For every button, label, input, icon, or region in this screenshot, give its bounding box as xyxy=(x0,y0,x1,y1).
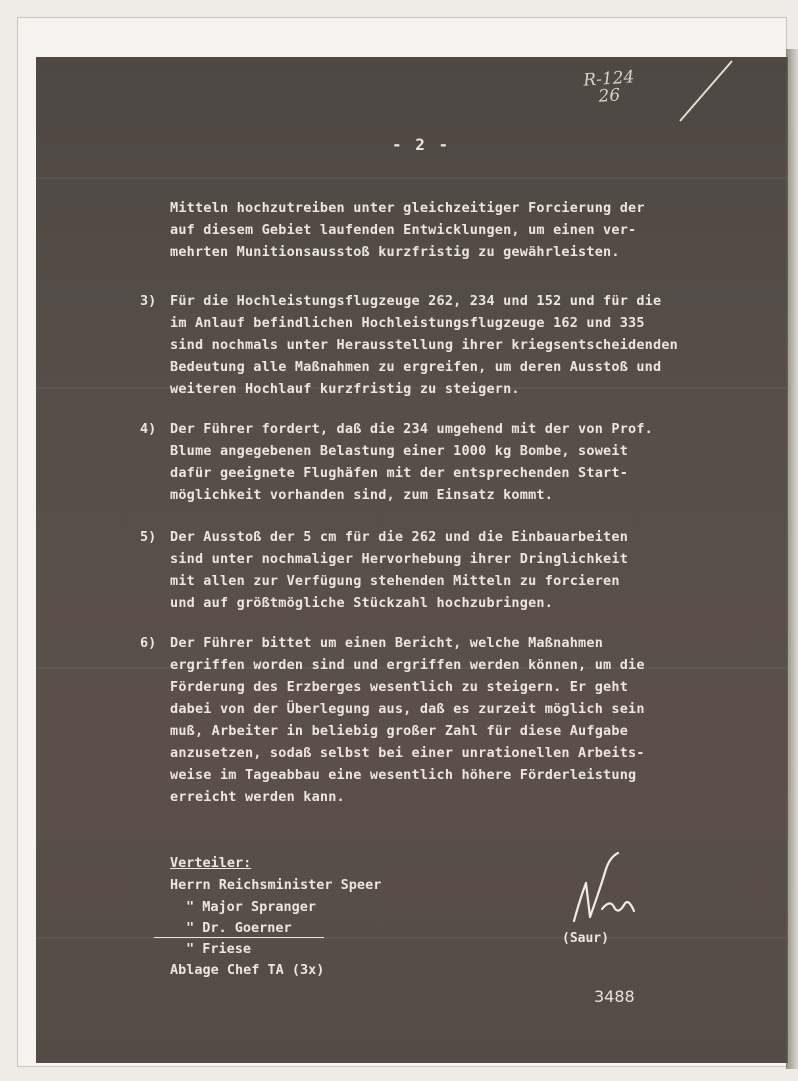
page-number: - 2 - xyxy=(392,135,451,154)
item-line: und auf größtmögliche Stückzahl hochzubringen. xyxy=(170,595,554,611)
item-number: 3) xyxy=(140,293,157,309)
item-line: im Anlauf befindlichen Hochleistungsflugzeuge 162 und 335 xyxy=(170,315,645,331)
item-line: Der Führer bittet um einen Bericht, welche Maßnahmen xyxy=(170,635,604,651)
item-line: Blume angegebenen Belastung einer 1000 kg Bombe, soweit xyxy=(170,443,629,459)
opening-line: auf diesem Gebiet laufenden Entwicklungen, um einen ver- xyxy=(170,222,637,238)
item-line: Für die Hochleistungsflugzeuge 262, 234 und 152 und für die xyxy=(170,293,662,309)
document-number: 3488 xyxy=(594,987,635,1006)
item-line: dabei von der Überlegung aus, daß es zurzeit möglich sein xyxy=(170,701,645,717)
item-line: möglichkeit vorhanden sind, zum Einsatz kommt. xyxy=(170,487,554,503)
distribution-line: " Major Spranger xyxy=(186,899,317,915)
photocopy-area xyxy=(36,57,788,1063)
item-line: Der Führer fordert, daß die 234 umgehend mit der von Prof. xyxy=(170,421,654,437)
item-line: weise im Tageabbau eine wesentlich höhere Förderleistung xyxy=(170,767,637,783)
item-line: sind unter nochmaliger Hervorhebung ihrer Dringlichkeit xyxy=(170,551,629,567)
item-line: ergriffen worden sind und ergriffen werden können, um die xyxy=(170,657,645,673)
item-number: 6) xyxy=(140,635,157,651)
opening-line: mehrten Munitionsausstoß kurzfristig zu gewährleisten. xyxy=(170,244,620,260)
item-line: dafür geeignete Flughäfen mit der entsprechenden Start- xyxy=(170,465,629,481)
distribution-line: Ablage Chef TA (3x) xyxy=(170,962,325,978)
opening-line: Mitteln hochzutreiben unter gleichzeitiger Forcierung der xyxy=(170,200,645,216)
item-line: muß, Arbeiter in beliebig großer Zahl für diese Aufgabe xyxy=(170,723,629,739)
item-line: mit allen zur Verfügung stehenden Mitteln zu forcieren xyxy=(170,573,620,589)
item-number: 4) xyxy=(140,421,157,437)
archive-mark xyxy=(583,69,636,106)
distribution-title: Verteiler: xyxy=(170,855,252,871)
pen-stroke-icon xyxy=(676,57,736,127)
signature-name: (Saur) xyxy=(562,931,609,946)
distribution-line: " Friese xyxy=(186,941,252,957)
item-line: Der Ausstoß der 5 cm für die 262 und die Einbauarbeiten xyxy=(170,529,629,545)
item-line: sind nochmals unter Herausstellung ihrer kriegsentscheidenden xyxy=(170,337,678,353)
item-line: Bedeutung alle Maßnahmen zu ergreifen, um deren Ausstoß und xyxy=(170,359,662,375)
item-line: anzusetzen, sodaß selbst bei einer unrationellen Arbeits- xyxy=(170,745,645,761)
item-line: weiteren Hochlauf kurzfristig zu steigern. xyxy=(170,381,520,397)
distribution-line: " Dr. Goerner xyxy=(186,920,292,936)
item-line: Förderung des Erzberges wesentlich zu steigern. Er geht xyxy=(170,679,629,695)
item-number: 5) xyxy=(140,529,157,545)
strike-line xyxy=(154,937,324,938)
archive-mark-line-1: R-124 xyxy=(582,67,636,91)
handwritten-signature xyxy=(566,849,646,929)
archive-mark-line-2: 26 xyxy=(597,85,621,107)
distribution-line: Herrn Reichsminister Speer xyxy=(170,877,382,893)
item-line: erreicht werden kann. xyxy=(170,789,345,805)
page-edge xyxy=(786,49,798,1069)
